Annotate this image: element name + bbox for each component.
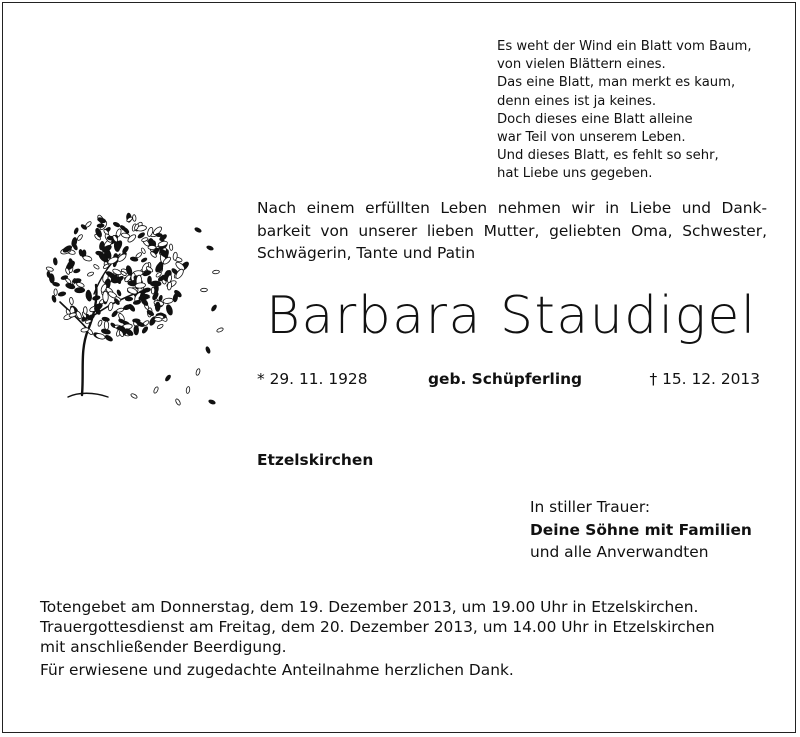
thanks-line: Für erwiesene und zugedachte Anteilnahme herzlichen Dank. bbox=[40, 661, 514, 680]
intro-text bbox=[257, 197, 767, 265]
poem bbox=[497, 38, 787, 184]
poem-line: Es weht der Wind ein Blatt vom Baum, bbox=[497, 39, 752, 54]
mourners-block bbox=[530, 496, 752, 564]
mourners-line: In stiller Trauer: bbox=[530, 498, 651, 516]
place-name: Etzelskirchen bbox=[257, 451, 374, 469]
death-date: † 15. 12. 2013 bbox=[649, 370, 760, 388]
poem-line: hat Liebe uns gegeben. bbox=[497, 166, 653, 182]
poem-line: Das eine Blatt, man merkt es kaum, bbox=[497, 75, 736, 91]
poem-line: war Teil von unserem Leben. bbox=[497, 130, 686, 146]
mourners-family: Deine Söhne mit Familien bbox=[530, 520, 752, 539]
notice-line: Trauergottesdienst am Freitag, dem 20. Dezember 2013, um 14.00 Uhr in Etzelskirchen bbox=[40, 617, 715, 636]
maiden-name: geb. Schüpferling bbox=[428, 370, 583, 388]
notice-line: Totengebet am Donnerstag, dem 19. Dezember 2013, um 19.00 Uhr in Etzelskirchen. bbox=[40, 598, 699, 616]
deceased-name: Barbara Staudigel bbox=[266, 286, 757, 346]
intro-line: Nach einem erfüllten Leben nehmen wir in Liebe und Dank- bbox=[257, 199, 767, 217]
windblown-tree-icon bbox=[38, 190, 228, 415]
service-notices bbox=[40, 598, 715, 681]
birth-date: * 29. 11. 1928 bbox=[257, 370, 368, 388]
mourners-line: und alle Anverwandten bbox=[530, 543, 709, 561]
intro-line: barkeit von unserer lieben Mutter, geliebten Oma, Schwester, bbox=[257, 221, 767, 240]
poem-line: denn eines ist ja keines. bbox=[497, 93, 657, 109]
intro-line: Schwägerin, Tante und Patin bbox=[257, 244, 476, 262]
notice-line: mit anschließender Beerdigung. bbox=[40, 637, 287, 656]
poem-line: von vielen Blättern eines. bbox=[497, 57, 666, 73]
poem-line: Und dieses Blatt, es fehlt so sehr, bbox=[497, 148, 719, 164]
poem-line: Doch dieses eine Blatt alleine bbox=[497, 111, 693, 127]
